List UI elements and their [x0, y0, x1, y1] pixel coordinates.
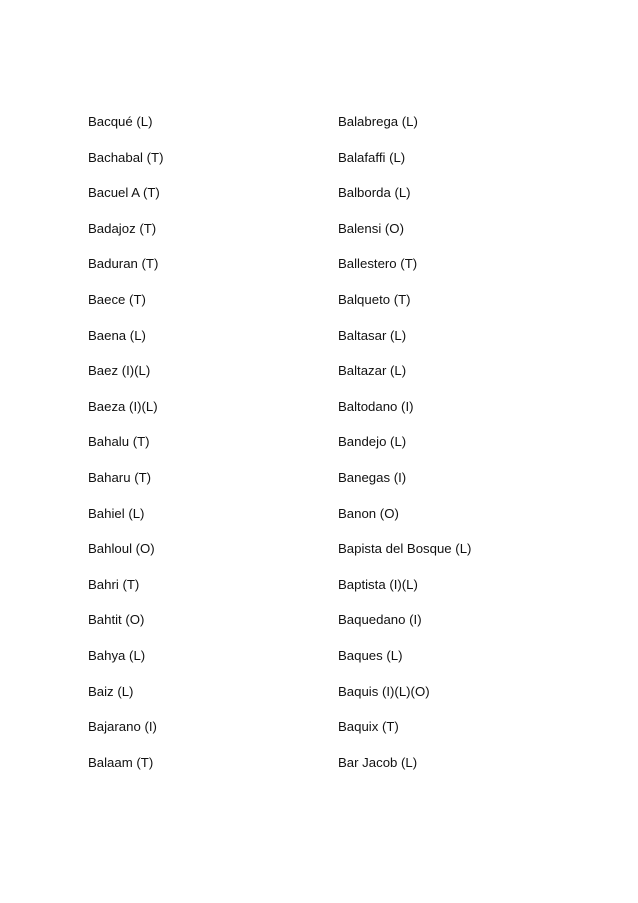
- surname-entry: Baiz (L): [88, 683, 134, 699]
- surname-entry: Ballestero (T): [338, 256, 418, 272]
- surname-entry: Bar Jacob (L): [338, 754, 418, 770]
- surname-entry: Balensi (O): [338, 220, 404, 236]
- surname-entry: Bahiel (L): [88, 505, 145, 521]
- surname-entry: Bahalu (T): [88, 434, 150, 450]
- surname-entry: Baques (L): [338, 647, 403, 663]
- surname-entry: Baduran (T): [88, 256, 159, 272]
- surname-entry: Baltasar (L): [338, 327, 407, 343]
- surname-entry: Baquix (T): [338, 719, 399, 735]
- surname-entry: Bandejo (L): [338, 434, 407, 450]
- surname-entry: Baltazar (L): [338, 363, 407, 379]
- surname-entry: Bahya (L): [88, 647, 146, 663]
- surname-entry: Bapista del Bosque (L): [338, 541, 472, 557]
- surname-entry: Baharu (T): [88, 469, 152, 485]
- surname-entry: Balqueto (T): [338, 291, 411, 307]
- surname-entry: Baquedano (I): [338, 612, 422, 628]
- surname-entry: Banegas (I): [338, 469, 407, 485]
- surname-entry: Baptista (I)(L): [338, 576, 418, 592]
- surname-entry: Baeza (I)(L): [88, 398, 158, 414]
- surname-entry: Bahri (T): [88, 576, 140, 592]
- surname-entry: Bacuel A (T): [88, 185, 160, 201]
- surname-entry: Banon (O): [338, 505, 399, 521]
- surname-entry: Bahtit (O): [88, 612, 145, 628]
- surname-entry: Balabrega (L): [338, 114, 418, 129]
- surname-entry: Bajarano (I): [88, 719, 157, 735]
- surname-entry: Baena (L): [88, 327, 146, 343]
- surname-entry: Baquis (I)(L)(O): [338, 683, 430, 699]
- surname-entry: Bacqué (L): [88, 114, 153, 129]
- surname-entry: Bachabal (T): [88, 149, 164, 165]
- surname-entry: Balaam (T): [88, 754, 154, 770]
- surname-list-right: [338, 111, 618, 787]
- surname-entry: Balafaffi (L): [338, 149, 406, 165]
- surname-entry: Bahloul (O): [88, 541, 155, 557]
- surname-entry: Baece (T): [88, 291, 146, 307]
- surname-entry: Balborda (L): [338, 185, 411, 201]
- surname-entry: Baez (I)(L): [88, 363, 151, 379]
- surname-list-left: [88, 111, 318, 787]
- surname-entry: Badajoz (T): [88, 220, 157, 236]
- surname-entry: Baltodano (I): [338, 398, 414, 414]
